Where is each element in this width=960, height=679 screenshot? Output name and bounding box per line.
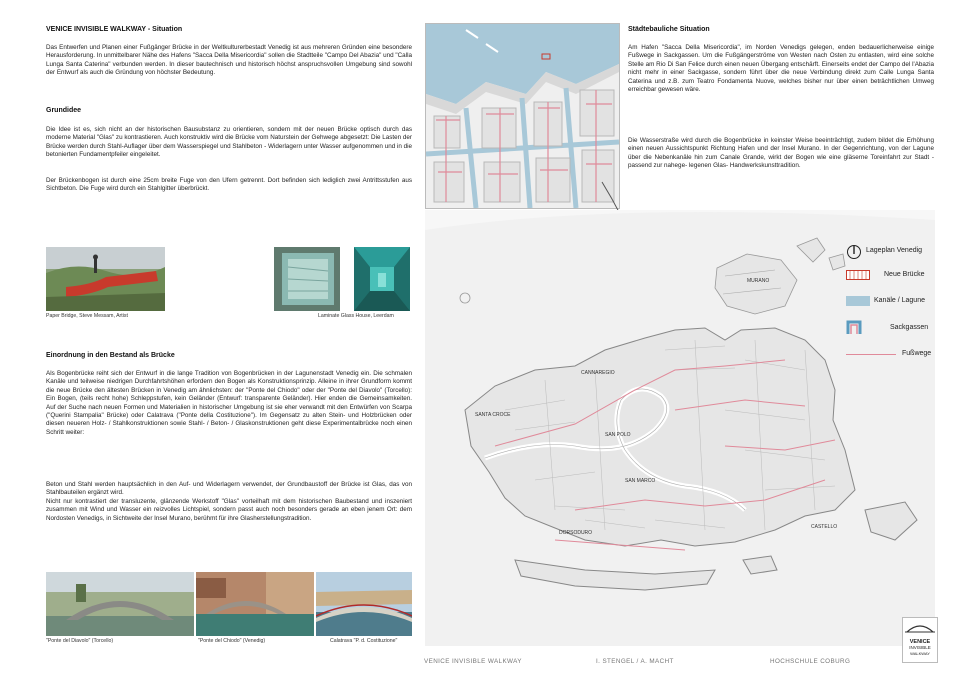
logo-line-1: VENICE — [909, 639, 931, 645]
grundidee-heading: Grundidee — [46, 107, 82, 114]
grundidee-paragraph-1: Die Idee ist es, sich nicht an der historischen Bausubstanz zu orientieren, sondern mit der neuen Brücke optisch durch das moderne Material "Glas" zu kontrastieren. Auch konstruktiv wird die Brücke vom Naturstein der Gehwege abgesetzt: Die Lasten der Brücke werden durch Stahl-Auflager über dem Wasserspiegel und Stahlbeton - Widerlagern unter Wasser aufgenommen und in die betonierten Fundamentpfeiler eingeleitet. — [46, 126, 413, 159]
caption-chiodo: "Ponte del Chiodo" (Venedig) — [198, 638, 266, 644]
logo-line-3: WALKWAY — [910, 650, 930, 656]
einordnung-paragraph-1: Als Bogenbrücke reiht sich der Entwurf in die lange Tradition von Bogenbrücken in der Lagunenstadt Venedig ein. Die schmalen Kanäle und teilweise niedrigen Durchfahrtshöhen erfordern den Bogen als Konstruktionsprinzip. Alleine in ihrer Grundform kommt die neue Brücke den ältesten Brücken in Venedig am ähnlichsten: der "Ponte del Chiodo" oder der "Ponte del Diavolo" (Torcello): Ein Bogen, (teils recht hohe) Schleppstufen, kein Geländer (Entwurf: transparente Geländer). Hier enden die Gemeinsamkeiten. Auf der Suche nach neuen Formen und Materialien in historischer Umgebung ist sie eher verwandt mit den Entwürfen von Scarpa ("Querini Stampalia" Brücke) oder Calatrava ("Ponte della Costituzione"). Im Gegensatz zu alten Stein- und Holzbrücken oder diesen neueren Holz- / Stahlkonstruktionen sowie Stahl- / Beton- / Glaskonstruktionen geht diese Experimentalbrücke noch einen Schritt weiter: — [46, 370, 412, 436]
einordnung-heading: Einordnung in den Bestand als Brücke — [46, 352, 175, 359]
caption-glass-house: Laminate Glass House, Leerdam — [318, 313, 394, 319]
dead-end-legend-icon — [846, 320, 862, 334]
intro-paragraph: Das Entwerfen und Planen einer Fußgänger Brücke in der Weltkulturerbestadt Venedig ist aus mehreren Gründen eine besondere Herausforderung. In unmittelbarer Nähe des Hafens "Sacca Della Misericordia" sollen die Stadtteile "Campo Del Abazia" und "Calla Lunga Santa Caterina" verbunden werden. In dieser bautechnisch und historisch höchst anspruchsvollen Umgebung sind sowohl der Entwurf als auch die Gründung von höchster Bedeutung. — [46, 44, 412, 77]
project-logo — [902, 617, 938, 663]
legend-kanaele: Kanäle / Lagune — [874, 297, 925, 304]
footpath-legend-line — [846, 354, 896, 355]
map-label-san-polo: SAN POLO — [605, 432, 631, 438]
water-legend-swatch — [846, 296, 870, 306]
einordnung-paragraph-2: Beton und Stahl werden hauptsächlich in den Auf- und Widerlagern verwendet, der Grundbaustoff der Brücke ist Glas, das von Stahlbauteilen ergänzt wird. — [46, 481, 412, 497]
new-bridge-legend-icon — [846, 270, 870, 280]
footer-school: HOCHSCHULE COBURG — [770, 658, 851, 665]
caption-diavolo: "Ponte del Diavolo" (Torcello) — [46, 638, 114, 644]
caption-calatrava: Calatrava "P. d. Costituzione" — [330, 638, 398, 644]
north-arrow-icon — [846, 244, 862, 260]
caption-paper-bridge: Paper Bridge, Steve Messam, Artist — [46, 313, 128, 319]
glass-house-photo-2 — [354, 247, 410, 311]
legend-neue-bruecke: Neue Brücke — [884, 271, 925, 278]
ponte-diavolo-photo — [46, 572, 194, 636]
map-label-castello: CASTELLO — [811, 524, 838, 530]
legend-lageplan: Lageplan Venedig — [866, 247, 923, 254]
map-label-cannaregio: CANNAREGIO — [581, 370, 615, 376]
logo-line-2: INVISIBLE — [909, 645, 931, 650]
footer-authors: I. STENGEL / A. MACHT — [596, 658, 674, 665]
situation-paragraph-2: Die Wasserstraße wird durch die Bogenbrücke in keinster Weise beeinträchtigt, zudem bildet die Erhöhung einen neuen Aussichtspunkt Richtung Hafen und der Insel Murano. In der Gegenrichtung, von der Lagune über die Nebenkanäle hin zum Canale Grande, wirkt der Bogen wie eine gläserne Toreinfahrt zur Stadt - passend zur nahege- legenen Glas- Handwerkskunsttradition. — [628, 137, 934, 170]
ponte-chiodo-photo — [196, 572, 314, 636]
footer-project: VENICE INVISIBLE WALKWAY — [424, 658, 522, 665]
situation-paragraph-1: Am Hafen "Sacca Della Misericordia", im Norden Venedigs gelegen, enden bedauerlicherweise einige Fußwege in Sackgassen. Um die Fußgängerströme von Westen nach Osten zu entlasten, wird eine solche Stelle am Rio Di San Felice durch einen neuen Übergang entschärft. Einerseits endet der Campo del l'Abazia nicht mehr in einer Sackgasse, sondern führt über die neue Verbindung direkt zum Calle Lunga Santa Caterina und z.B. zum Teatro Fondamenta Nuove, welches bisher nur über einen beträchtlichen Umweg erreichbar gewesen wäre. — [628, 44, 934, 94]
map-label-san-marco: SAN MARCO — [625, 478, 656, 484]
legend-sackgassen: Sackgassen — [890, 324, 929, 331]
grundidee-paragraph-2: Der Brückenbogen ist durch eine 25cm breite Fuge von den Ufern getrennt. Dort befinden sich lediglich zwei Antrittsstufen aus Sichtbeton. Die Fuge wird durch ein Stahlgitter überbrückt. — [46, 177, 412, 193]
map-label-dorsoduro: DORSODURO — [559, 530, 593, 536]
paper-bridge-photo — [46, 247, 165, 311]
page-title: VENICE INVISIBLE WALKWAY - Situation — [46, 26, 183, 33]
map-label-murano: MURANO — [747, 278, 770, 284]
situation-heading: Städtebauliche Situation — [628, 26, 710, 33]
legend-fusswege: Fußwege — [902, 350, 932, 357]
bridge-logo-icon — [903, 618, 937, 634]
calatrava-photo — [316, 572, 412, 636]
glass-house-photo-1 — [274, 247, 340, 311]
map-label-santa-croce: SANTA CROCE — [475, 412, 511, 418]
einordnung-paragraph-3: Nicht nur kontrastiert der transluzente, glänzende Werkstoff "Glas" vorteilhaft mit dem historischen Baubestand und inszeniert zusammen mit Wind und Wasser ein reizvolles Lichtspiel, sondern passt auch noch besonders gerade an eben jenem Ort: dem Nordosten Venedigs, in Sichtweite der Insel Murano, berühmt für ihre Glasherstellungstradition. — [46, 498, 412, 522]
